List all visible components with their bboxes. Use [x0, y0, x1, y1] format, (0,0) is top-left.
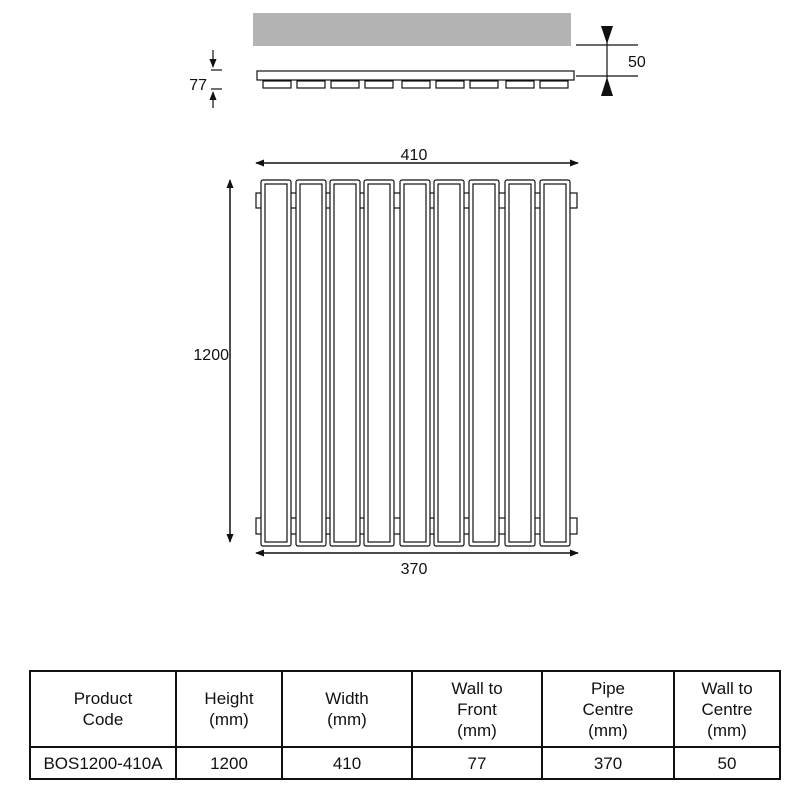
wall-to-front-dimension	[211, 50, 222, 108]
cell-wall-to-centre: 50	[674, 747, 780, 779]
cell-pipe-centre: 370	[542, 747, 674, 779]
radiator-panel	[364, 180, 394, 546]
radiator-panel	[540, 180, 570, 546]
height-label: 1200	[193, 347, 229, 364]
top-view-radiator	[257, 71, 574, 88]
cell-product-code: BOS1200-410A	[30, 747, 176, 779]
header-width: Width (mm)	[282, 671, 412, 747]
header-height: Height (mm)	[176, 671, 282, 747]
header-pipe-centre: Pipe Centre (mm)	[542, 671, 674, 747]
radiator-panel	[261, 180, 291, 546]
cell-width: 410	[282, 747, 412, 779]
radiator-panels	[261, 180, 570, 546]
cell-wall-to-front: 77	[412, 747, 542, 779]
wall-to-centre-label: 50	[628, 54, 646, 71]
table-row	[30, 747, 780, 779]
radiator-panel	[434, 180, 464, 546]
header-product-code: Product Code	[30, 671, 176, 747]
radiator-panel	[400, 180, 430, 546]
radiator-panel	[296, 180, 326, 546]
radiator-panel	[330, 180, 360, 546]
wall-to-centre-arrow-top	[601, 26, 613, 44]
specification-table	[29, 670, 781, 780]
table-header-row	[30, 671, 780, 747]
cell-height: 1200	[176, 747, 282, 779]
header-wall-to-front: Wall to Front (mm)	[412, 671, 542, 747]
wall-to-front-label: 77	[189, 77, 207, 94]
wall-block	[253, 13, 571, 46]
wall-to-centre-arrow-bottom	[601, 77, 613, 96]
overall-width-label: 410	[400, 147, 428, 164]
radiator-panel	[469, 180, 499, 546]
header-wall-to-centre: Wall to Centre (mm)	[674, 671, 780, 747]
radiator-panel	[505, 180, 535, 546]
pipe-centre-label: 370	[400, 561, 428, 578]
